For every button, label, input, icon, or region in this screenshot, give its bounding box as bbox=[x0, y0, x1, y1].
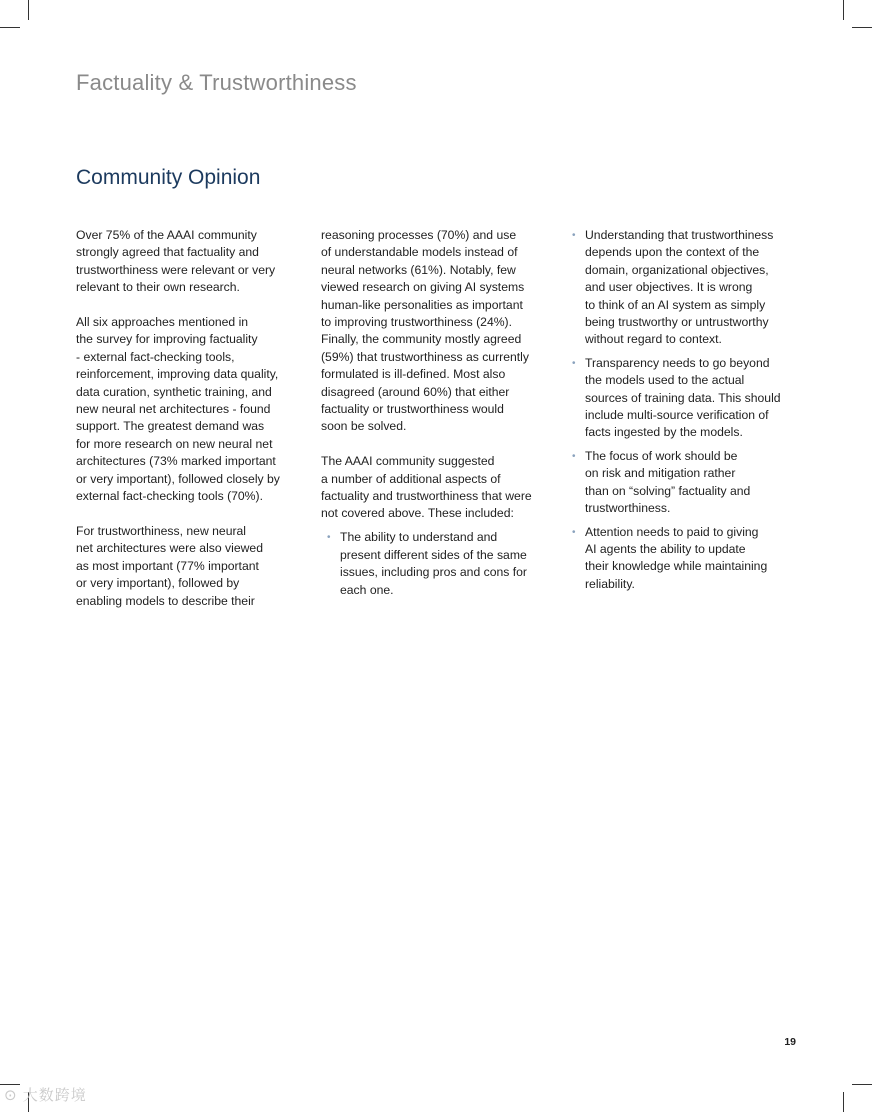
crop-mark-top-right bbox=[843, 0, 844, 20]
bullet-icon: • bbox=[572, 357, 576, 369]
list-item-text: The ability to understand and present different sides of the same issues, including pros and cons for each one. bbox=[340, 530, 527, 597]
page-heading: Community Opinion bbox=[76, 166, 261, 189]
watermark-text: 大数跨境 bbox=[22, 1087, 87, 1104]
crop-mark-top-right-h bbox=[852, 27, 872, 28]
bullet-list bbox=[327, 529, 553, 599]
list-item bbox=[572, 448, 798, 518]
crop-mark-top-left-h bbox=[0, 27, 20, 28]
list-item bbox=[572, 355, 798, 442]
paragraph: reasoning processes (70%) and use of understandable models instead of neural networks (61%). Notably, few viewed research on giving AI systems human-like personalities as important to improving trustworthiness (24%). Finally, the community mostly agreed (59%) that trustworthiness as currently formulated is ill-defined. Most also disagreed (around 60%) that either factuality or trustworthiness would soon be solved. bbox=[321, 228, 529, 434]
list-item bbox=[572, 227, 798, 349]
text-column-1 bbox=[76, 227, 302, 610]
list-item bbox=[572, 524, 798, 594]
bullet-icon: • bbox=[327, 532, 331, 544]
bullet-list bbox=[572, 227, 798, 593]
list-item-text: Attention needs to paid to giving AI agents the ability to update their knowledge while maintaining reliability. bbox=[585, 524, 768, 591]
watermark-logo-icon: ⊙ bbox=[4, 1087, 23, 1104]
crop-mark-top-left bbox=[28, 0, 29, 20]
bullet-icon: • bbox=[572, 526, 576, 538]
bullet-icon: • bbox=[572, 450, 576, 462]
watermark bbox=[4, 1084, 87, 1105]
list-item-text: The focus of work should be on risk and mitigation rather than on “solving” factuality and trustworthiness. bbox=[585, 448, 751, 516]
paragraph: All six approaches mentioned in the survey for improving factuality - external fact-checking tools, reinforcement, improving data quality, data curation, synthetic training, and new neural net architectures - found support. The greatest demand was for more research on new neural net architectures (73% marked important or very important), followed closely by external fact-checking tools (70%). bbox=[76, 315, 280, 504]
list-item-text: Understanding that trustworthiness depends upon the context of the domain, organizational objectives, and user objectives. It is wrong to think of an AI system as simply being trustworthy or untrustworthy without regard to context. bbox=[585, 228, 774, 347]
text-column-2 bbox=[321, 227, 553, 599]
bullet-icon: • bbox=[572, 230, 576, 241]
paragraph: For trustworthiness, new neural net architectures were also viewed as most important (77% important or very important), followed by enabling models to describe their bbox=[76, 523, 263, 608]
list-item-text: Transparency needs to go beyond the models used to the actual sources of training data. This should include multi-source verification of facts ingested by the models. bbox=[585, 355, 781, 440]
paragraph: Over 75% of the AAAI community strongly agreed that factuality and trustworthiness were relevant or very relevant to their own research. bbox=[76, 228, 276, 295]
crop-mark-bottom-right bbox=[843, 1092, 844, 1112]
section-title: Factuality & Trustworthiness bbox=[76, 70, 357, 95]
paragraph: The AAAI community suggested a number of additional aspects of factuality and trustworthiness that were not covered above. These included: bbox=[321, 454, 532, 521]
page-number: 19 bbox=[784, 1036, 796, 1048]
text-column-3 bbox=[572, 227, 798, 593]
crop-mark-bottom-right-h bbox=[852, 1084, 872, 1085]
list-item bbox=[327, 529, 553, 599]
